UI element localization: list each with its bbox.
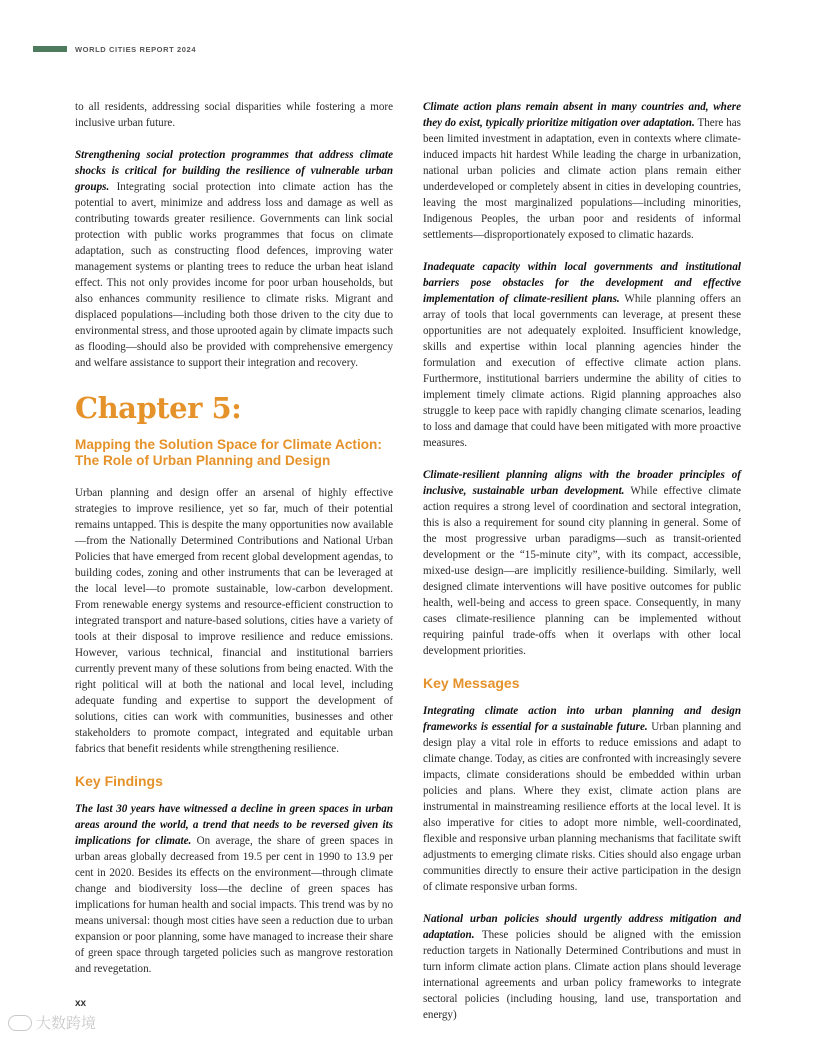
left-column bbox=[75, 99, 393, 993]
page-number: xx bbox=[75, 998, 87, 1009]
right-paragraph-5: National urban policies should urgently address mitigation and adaptation. These policies should be aligned with the emission reduction targets in Nationally Determined Contributions and must in turn inform climate action plans. Climate action plans should leverage international agreements and urban policy frameworks to integrate sectoral policies (including housing, land use, transportation and energy) bbox=[423, 913, 741, 1021]
key-findings-heading: Key Findings bbox=[75, 773, 163, 789]
watermark bbox=[8, 1012, 96, 1033]
paragraph-lead: Integrating climate action into urban planning and design frameworks is essential for a sustainable future. bbox=[423, 705, 741, 733]
paragraph-lead: Inadequate capacity within local governments and institutional barriers pose obstacles for the development and effective implementation of climate-resilient plans. bbox=[423, 261, 741, 305]
paragraph-lead: Climate-resilient planning aligns with the broader principles of inclusive, sustainable urban development. bbox=[423, 469, 741, 497]
left-paragraph-2: Strengthening social protection programmes that address climate shocks is critical for building the resilience of vulnerable urban groups. Integrating social protection into climate action has the potential to avert, minimize and address loss and damage as well as contributing towards greater resilience. Governments can link social protection with public works programmes that focus on climate adaptation, such as constructing flood defences, improving water management systems or planting trees to reduce the urban heat island effect. This not only provides income for poor urban households, but also enhances community resilience to climate risks. Migrant and displaced populations—including both those driven to the city due to environmental stress, and those uprooted again by climate impacts such as flooding—should also be provided with comprehensive emergency and welfare assistance to support their integration and recovery. bbox=[75, 149, 393, 369]
left-paragraph-4: The last 30 years have witnessed a decline in green spaces in urban areas around the world, a trend that needs to be reversed given its implications for climate. On average, the share of green spaces in urban areas globally decreased from 19.5 per cent in 1990 to 13.9 per cent in 2020. Besides its effects on the environment—through climate change and biodiversity loss—the decline of green spaces has implications for human health and social impacts. This trend was by no means universal: though most cities have seen a reduction due to urban expansion or poor planning, some have managed to increase their share of green space through targeted policies such as mangrove restoration and revegetation. bbox=[75, 803, 393, 975]
watermark-logo-icon bbox=[8, 1015, 32, 1031]
left-paragraph-3: Urban planning and design offer an arsenal of highly effective strategies to improve resilience, yet so far, much of their potential remains untapped. This is despite the many opportunities now available—from the Nationally Determined Contributions and National Urban Policies that have emerged from recent global development agendas, to building codes, zoning and other instruments that can be leveraged at the local level—to promote sustainable, low-carbon development. From renewable energy systems and resource-efficient construction to integrated transport and nature-based solutions, cities have a variety of tools at their disposal to improve resilience and reduce emissions. However, various technical, financial and institutional barriers currently prevent many of these solutions from being enacted. With the right political will at both the national and local level, including adequate funding and expertise to support the development of solutions, cities can work with communities, businesses and other stakeholders to promote compact, integrated and equitable urban fabrics that benefit residents while strengthening resilience. bbox=[75, 487, 393, 755]
chapter-subtitle: Mapping the Solution Space for Climate Action: The Role of Urban Planning and Design bbox=[75, 437, 382, 468]
right-paragraph-4: Integrating climate action into urban planning and design frameworks is essential for a sustainable future. Urban planning and design play a vital role in efforts to reduce emissions and adapt to climate change. Today, as cities are confronted with increasingly severe impacts, climate considerations should be embedded within urban policies and plans. Where they exist, climate action plans are instrumental in mainstreaming resilience efforts at the local level. It is also imperative for cities to adopt more nimble, well-coordinated, flexible and responsive urban planning mechanisms that facilitate swift adjustments to emerging climate risks. Cities should also engage urban communities directly to ensure their active participation in the design of climate responsive urban forms. bbox=[423, 705, 741, 893]
paragraph-lead: The last 30 years have witnessed a decline in green spaces in urban areas around the world, a trend that needs to be reversed given its implications for climate. bbox=[75, 803, 393, 847]
right-paragraph-2: Inadequate capacity within local governments and institutional barriers pose obstacles for the development and effective implementation of climate-resilient plans. While planning offers an array of tools that local governments can leverage, at present these opportunities are not adequately exploited. Insufficient knowledge, skills and expertise within local planning agencies hinder the formulation and execution of effective climate action plans. Furthermore, institutional barriers undermine the ability of cities to implement timely climate actions. Rigid planning approaches also struggle to keep pace with rapidly changing climate scenarios, leading to loss and damage that could have been mitigated with more proactive measures. bbox=[423, 261, 741, 449]
header-accent-bar bbox=[33, 46, 67, 52]
paragraph-lead: Strengthening social protection programmes that address climate shocks is critical for building the resilience of vulnerable urban groups. bbox=[75, 149, 393, 193]
running-header: WORLD CITIES REPORT 2024 bbox=[75, 45, 197, 54]
paragraph-lead: Climate action plans remain absent in many countries and, where they do exist, typically prioritize mitigation over adaptation. bbox=[423, 101, 741, 129]
right-column bbox=[423, 99, 741, 1039]
chapter-title: Chapter 5: bbox=[75, 391, 242, 425]
paragraph-lead: National urban policies should urgently address mitigation and adaptation. bbox=[423, 913, 741, 941]
key-messages-heading: Key Messages bbox=[423, 675, 520, 691]
left-paragraph-1: to all residents, addressing social disparities while fostering a more inclusive urban future. bbox=[75, 101, 393, 129]
right-paragraph-3: Climate-resilient planning aligns with the broader principles of inclusive, sustainable urban development. While effective climate action requires a strong level of coordination and sectoral integration, this is also a requirement for sound city planning in general. Some of the most progressive urban paradigms—such as transit-oriented development or the “15-minute city”, with its compact, accessible, mixed-use design—are implicitly resilience-building. Similarly, well designed climate interventions will have positive outcomes for public health, well-being and access to green space. Consequently, in many cases climate-resilience planning can be implemented without requiring painful trade-offs when it overlaps with other local development priorities. bbox=[423, 469, 741, 657]
right-paragraph-1: Climate action plans remain absent in many countries and, where they do exist, typically prioritize mitigation over adaptation. There has been limited investment in adaptation, even in contexts where climate-induced impacts hit hardest While leading the charge in urbanization, national urban policies and climate action plans remain either underdeveloped or completely absent in cities in developing countries, leaving the most marginalized populations—including minorities, Indigenous Peoples, the urban poor and residents of informal settlements—disproportionately exposed to climatic hazards. bbox=[423, 101, 741, 241]
watermark-text: 大数跨境 bbox=[36, 1015, 97, 1032]
